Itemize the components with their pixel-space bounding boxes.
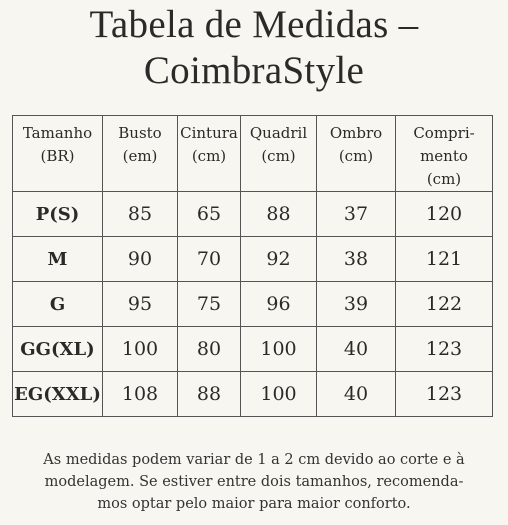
cell-cintura: 80	[178, 327, 241, 372]
cell-busto: 85	[103, 192, 178, 237]
table-row	[13, 372, 493, 417]
cell-quadril: 100	[241, 327, 317, 372]
header-comprimento-line-1: Compri-	[413, 124, 475, 142]
header-busto-line-2: (em)	[122, 147, 158, 165]
cell-cintura: 75	[178, 282, 241, 327]
header-quadril-line-1: Quadril	[249, 124, 308, 142]
cell-comprimento: 123	[396, 372, 493, 417]
cell-busto: 90	[103, 237, 178, 282]
header-tamanho	[13, 116, 103, 192]
cell-comprimento: 121	[396, 237, 493, 282]
cell-quadril: 100	[241, 372, 317, 417]
cell-ombro: 38	[317, 237, 396, 282]
cell-comprimento: 122	[396, 282, 493, 327]
page-title	[0, 2, 508, 94]
header-cintura	[178, 116, 241, 192]
header-quadril	[241, 116, 317, 192]
header-comprimento	[396, 116, 493, 192]
cell-cintura: 65	[178, 192, 241, 237]
note-line-1: As medidas podem variar de 1 a 2 cm devido ao corte e à	[43, 451, 465, 468]
cell-size: M	[13, 237, 103, 282]
header-cintura-line-1: Cintura	[180, 124, 238, 142]
size-chart-table	[12, 115, 493, 417]
header-busto-line-1: Busto	[118, 124, 162, 142]
table-row	[13, 237, 493, 282]
measurement-note	[0, 449, 508, 515]
cell-comprimento: 120	[396, 192, 493, 237]
header-ombro-line-2: (cm)	[338, 147, 374, 165]
table-header-row	[13, 116, 493, 192]
cell-quadril: 92	[241, 237, 317, 282]
cell-cintura: 88	[178, 372, 241, 417]
cell-size: P(S)	[13, 192, 103, 237]
table-row	[13, 327, 493, 372]
cell-ombro: 39	[317, 282, 396, 327]
cell-busto: 100	[103, 327, 178, 372]
cell-size: GG(XL)	[13, 327, 103, 372]
header-cintura-line-2: (cm)	[191, 147, 227, 165]
header-tamanho-line-1: Tamanho	[22, 124, 93, 142]
note-line-3: mos optar pelo maior para maior conforto.	[97, 495, 411, 512]
title-line-1: Tabela de Medidas –	[89, 3, 419, 46]
header-ombro	[317, 116, 396, 192]
table-row	[13, 192, 493, 237]
cell-comprimento: 123	[396, 327, 493, 372]
header-ombro-line-1: Ombro	[329, 124, 383, 142]
cell-busto: 95	[103, 282, 178, 327]
header-quadril-line-2: (cm)	[261, 147, 296, 165]
cell-ombro: 37	[317, 192, 396, 237]
cell-size: EG(XXL)	[13, 372, 103, 417]
header-comprimento-line-2: mento	[420, 147, 468, 165]
note-line-2: modelagem. Se estiver entre dois tamanhos, recomenda-	[44, 473, 464, 490]
header-comprimento-line-3: (cm)	[426, 170, 462, 188]
table-row	[13, 282, 493, 327]
cell-ombro: 40	[317, 327, 396, 372]
cell-cintura: 70	[178, 237, 241, 282]
cell-quadril: 96	[241, 282, 317, 327]
header-tamanho-line-2: (BR)	[40, 147, 75, 165]
title-line-2: CoimbraStyle	[143, 49, 365, 92]
cell-ombro: 40	[317, 372, 396, 417]
cell-busto: 108	[103, 372, 178, 417]
cell-size: G	[13, 282, 103, 327]
cell-quadril: 88	[241, 192, 317, 237]
header-busto	[103, 116, 178, 192]
